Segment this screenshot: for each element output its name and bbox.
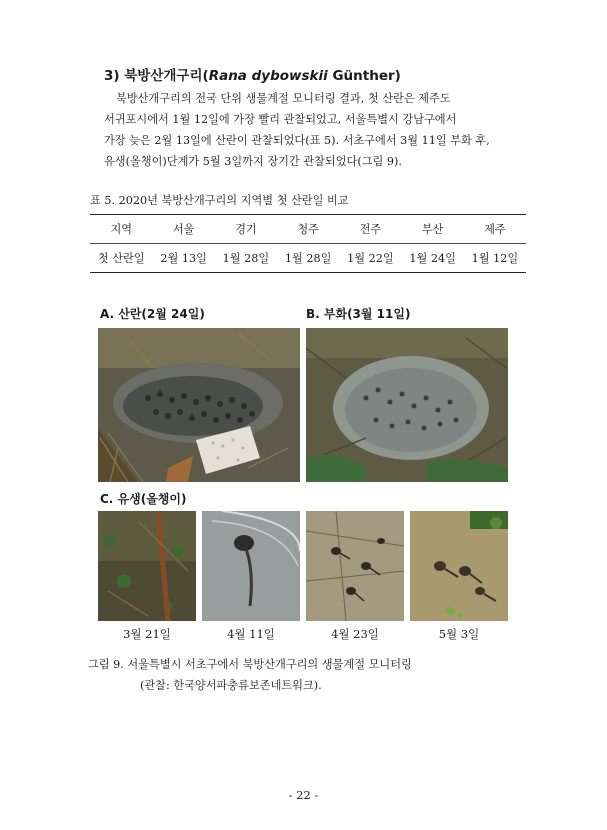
heading-prefix: 3) 북방산개구리( [104, 68, 209, 84]
photo-tadpole-4 [410, 511, 508, 621]
table-header-cell: 제주 [464, 215, 526, 244]
photo-spawning [98, 328, 300, 482]
photo-tadpole-2 [202, 511, 300, 621]
table-header-cell: 지역 [90, 215, 153, 244]
table-cell: 1월 28일 [215, 244, 277, 273]
photo-date: 4월 11일 [227, 627, 275, 641]
heading-suffix: Günther) [327, 68, 401, 84]
table-cell: 2월 13일 [153, 244, 215, 273]
table-header-cell: 전주 [339, 215, 401, 244]
photo-tadpole-3 [306, 511, 404, 621]
table-header-cell: 경기 [215, 215, 277, 244]
spawning-table [90, 214, 526, 273]
photo-date: 3월 21일 [123, 627, 171, 641]
table-caption: 표 5. 2020년 북방산개구리의 지역별 첫 산란일 비교 [90, 194, 349, 207]
heading-species: Rana dybowskii [208, 68, 328, 84]
table-header-cell: 부산 [402, 215, 464, 244]
body-paragraph [104, 88, 524, 172]
table-header-cell: 청주 [277, 215, 339, 244]
figure-label-b: B. 부화(3월 11일) [306, 307, 411, 321]
paragraph-line: 북방산개구리의 전국 단위 생물계절 모니터링 결과, 첫 산란은 제주도 [116, 92, 451, 105]
paragraph-line: 서귀포시에서 1월 12일에 가장 빨리 관찰되었고, 서울특별시 강남구에서 [104, 113, 457, 126]
figure-caption [88, 654, 412, 696]
photo-date: 4월 23일 [331, 627, 379, 641]
photo-hatching [306, 328, 508, 482]
paragraph-line: 가장 늦은 2월 13일에 산란이 관찰되었다(표 5). 서초구에서 3월 11일 부화 후, [104, 134, 490, 147]
paragraph-line: 유생(올챙이)단계가 5월 3일까지 장기간 관찰되었다(그림 9). [104, 155, 402, 168]
figure-caption-line2: (관찰: 한국양서파충류보존네트워크). [140, 679, 322, 692]
table-row [90, 244, 526, 273]
section-heading [104, 64, 401, 84]
page-number: - 22 - [288, 788, 319, 802]
figure-label-c: C. 유생(올챙이) [100, 492, 187, 506]
table-cell: 1월 22일 [339, 244, 401, 273]
table-cell: 1월 12일 [464, 244, 526, 273]
figure-caption-line1: 그림 9. 서울특별시 서초구에서 북방산개구리의 생물계절 모니터링 [88, 658, 412, 671]
table-header-cell: 서울 [153, 215, 215, 244]
figure-label-a: A. 산란(2월 24일) [100, 307, 205, 321]
table-header-row [90, 215, 526, 244]
photo-date: 5월 3일 [438, 627, 480, 641]
table-cell: 1월 24일 [402, 244, 464, 273]
photo-tadpole-1 [98, 511, 196, 621]
table-cell: 첫 산란일 [90, 244, 153, 273]
table-cell: 1월 28일 [277, 244, 339, 273]
